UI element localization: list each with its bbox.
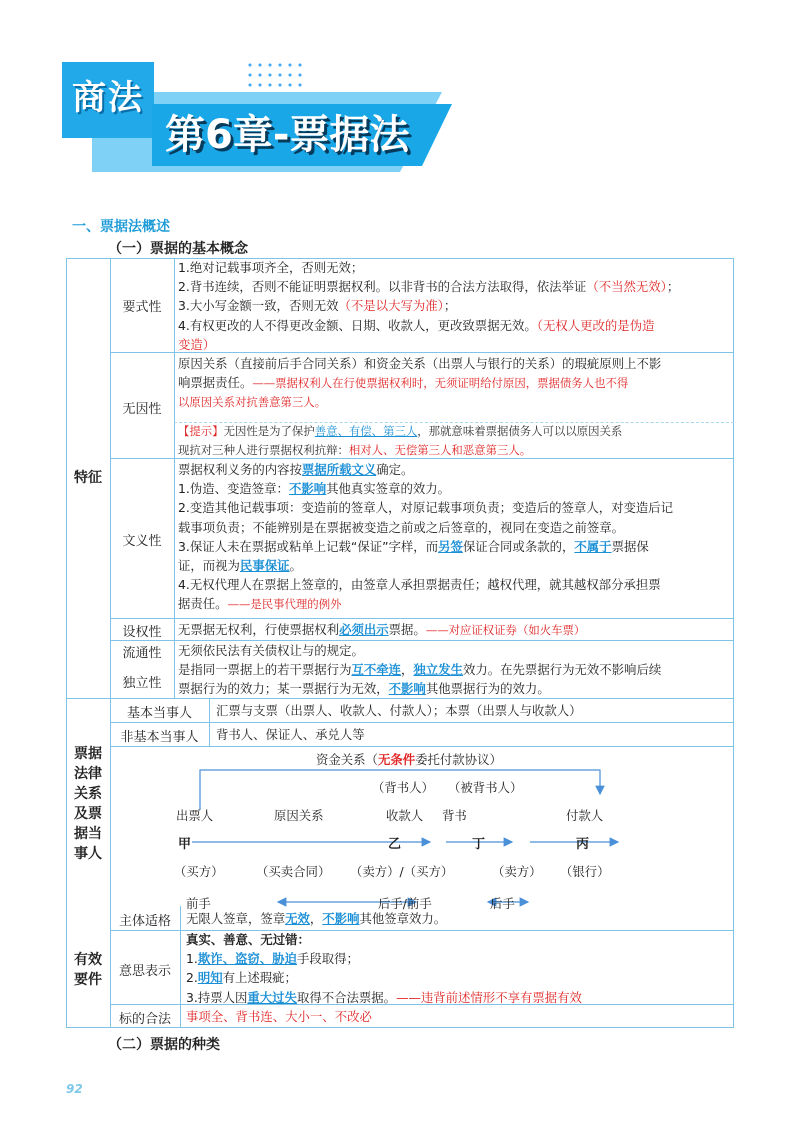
chapter-title: 第6章-票据法	[165, 112, 410, 158]
formal-line-5: 变造）	[178, 336, 216, 352]
nocause-tip: 【提示】无因性是为了保护善意、有偿、第三人，那就意味着票据债务人可以以原因关系 现抗对三种人进行票据权利抗辩：相对人、无偿第三人和恶意第三人。	[178, 424, 623, 457]
subject-tag-text: 商法	[72, 78, 144, 118]
target-content: 事项全、背书连、大小一、不改必	[186, 1009, 372, 1024]
section-heading: 一、票据法概述	[72, 219, 170, 235]
basic-label: 基本当事人	[126, 706, 192, 721]
formal-line-4: 4.有权更改的人不得更改金额、日期、收款人，更改致票据无效。（无权人更改的是伪造	[178, 317, 655, 333]
nocause-line-3: 以原因关系对抗善意第三人。	[178, 395, 327, 410]
relation-label: 票据 法律 关系 及票 据当 事人	[74, 746, 102, 862]
subsection-heading-2: （二）票据的种类	[108, 1037, 220, 1053]
literal-line-6: 证，而视为民事保证。	[178, 558, 302, 574]
nocause-line-2: 响票据责任。——票据权利人在行使票据权利时，无须证明给付原因，票据债务人也不得	[178, 375, 629, 391]
cause-label: 原因关系	[274, 808, 324, 823]
basic-content: 汇票与支票（出票人、收款人、付款人）；本票（出票人与收款人）	[216, 703, 582, 718]
buyer-role: （买方）	[174, 864, 224, 879]
party-yi: 乙	[388, 837, 402, 852]
party-ding: 丁	[472, 837, 486, 852]
contract-role: （买卖合同）	[256, 864, 331, 879]
decorative-dots	[245, 60, 305, 94]
next-prior-label: 后手/前手	[378, 896, 432, 911]
valid-label: 有效 要件	[74, 952, 102, 988]
party-jia: 甲	[178, 837, 192, 852]
drawer-label: 出票人	[176, 808, 214, 823]
literal-content	[178, 460, 732, 614]
party-bing: 丙	[576, 837, 590, 852]
nocause-label: 无因性	[122, 402, 162, 417]
intent-content: 真实、善意、无过错： 1.欺诈、盗窃、胁迫手段取得； 2.明知有上述瑕疵； 3.持票人因重大过失取得不合法票据。——违背前述情形不享有票据有效	[186, 932, 582, 1005]
nonbasic-label: 非基本当事人	[120, 730, 199, 745]
endorse-label: 背书	[442, 808, 467, 823]
literal-line-1: 票据权利义务的内容按票据所载文义确定。	[178, 462, 414, 477]
nocause-line-1: 原因关系（直接前后手合同关系）和资金关系（出票人与银行的关系）的瑕疵原则上不影	[178, 356, 662, 371]
formal-line-1: 1.绝对记载事项齐全，否则无效；	[178, 260, 364, 275]
formal-line-2: 2.背书连续，否则不能证明票据权利。以非背书的合法方法取得，依法举证（不当然无效）；	[178, 279, 680, 295]
setup-content: 无票据无权利，行使票据权利必须出示票据。——对应证权证券（如火车票）	[178, 622, 586, 637]
circ-label: 流通性	[122, 646, 162, 661]
feature-label: 特征	[74, 470, 102, 486]
literal-label: 文义性	[122, 534, 162, 549]
literal-line-8: 据责任。——是民事代理的例外	[178, 596, 342, 612]
circ-content: 无须依民法有关债权让与的规定。	[178, 643, 364, 658]
bank-role: （银行）	[560, 864, 610, 879]
literal-line-7: 4.无权代理人在票据上签章的，由签章人承担票据责任；越权代理，就其越权部分承担票	[178, 577, 661, 593]
payee-label: 收款人	[386, 808, 424, 823]
intent-label: 意思表示	[118, 964, 171, 979]
prior-label: 前手	[186, 896, 211, 911]
seller-buyer-role: （卖方）/（买方）	[350, 864, 454, 879]
concept-table	[66, 258, 734, 1028]
setup-label: 设权性	[122, 625, 162, 640]
literal-line-5: 3.保证人未在票据或粘单上记载“保证”字样，而另签保证合同或条款的，不属于票据保	[178, 538, 649, 554]
next-label: 后手	[490, 896, 515, 911]
formal-line-3: 3.大小写金额一致，否则无效（不是以大写为准）；	[178, 298, 457, 314]
seller-role: （卖方）	[492, 864, 542, 879]
indep-content: 是指同一票据上的若干票据行为互不牵连，独立发生效力。在先票据行为无效不影响后续 票据行为的效力；某一票据行为无效，不影响其他票据行为的效力。	[178, 662, 662, 697]
literal-line-4: 载事项负责；不能辨别是在票据被变造之前或之后签章的，视同在变造之前签章。	[178, 519, 625, 535]
literal-line-3: 2.变造其他记载事项：变造前的签章人，对原记载事项负责；变造后的签章人，对变造后记	[178, 500, 674, 516]
fund-relation-label: 资金关系（无条件委托付款协议）	[316, 752, 502, 767]
page-number: 92	[66, 1082, 83, 1096]
subject-content: 无限人签章，签章无效，不影响其他签章效力。	[186, 911, 447, 926]
target-label: 标的合法	[118, 1012, 171, 1027]
literal-line-2: 1.伪造、变造签章：不影响其他真实签章的效力。	[178, 481, 451, 497]
payer-label: 付款人	[566, 808, 604, 823]
formal-label: 要式性	[122, 300, 162, 315]
chapter-banner	[0, 0, 800, 200]
indep-label: 独立性	[122, 676, 162, 691]
subsection-heading: （一）票据的基本概念	[108, 241, 248, 257]
endorser-label: （背书人）	[372, 780, 434, 795]
endorsee-label: （被背书人）	[448, 780, 523, 795]
formal-content	[178, 258, 732, 354]
subject-label: 主体适格	[118, 914, 171, 929]
nonbasic-content: 背书人、保证人、承兑人等	[216, 727, 365, 742]
nocause-content	[178, 354, 732, 412]
